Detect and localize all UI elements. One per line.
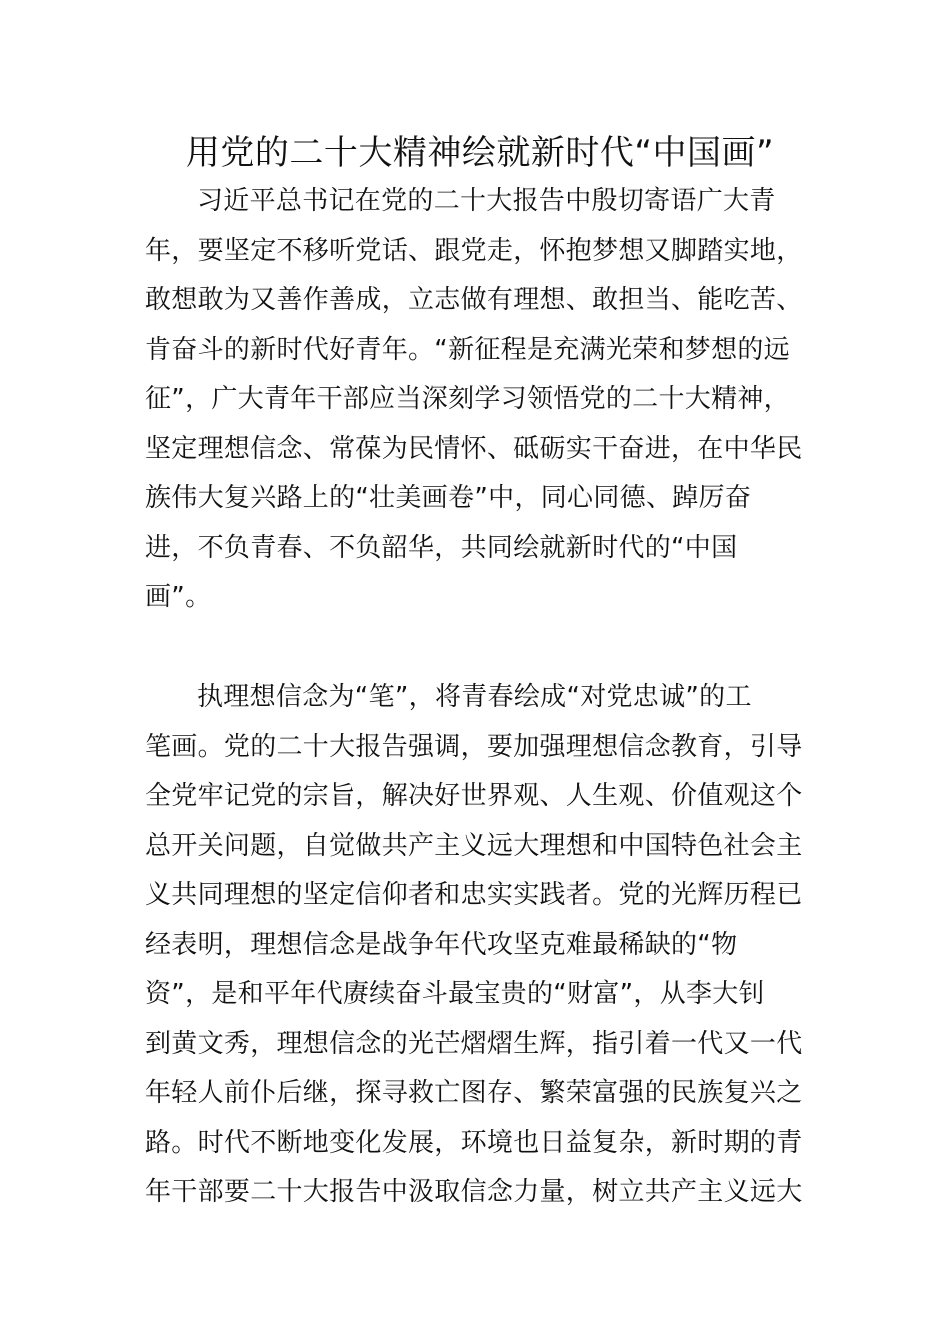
paragraph-line: 进，不负青春、不负韶华，共同绘就新时代的“中国 — [145, 532, 738, 563]
paragraph-line: 坚定理想信念、常葆为民情怀、砥砺实干奋进，在中华民 — [145, 433, 803, 464]
paragraph-line: 路。时代不断地变化发展，环境也日益复杂，新时期的青 — [145, 1127, 803, 1158]
paragraph-2 — [145, 673, 811, 1218]
paragraph-line: 画”。 — [145, 582, 212, 612]
paragraph-line: 征”，广大青年干部应当深刻学习领悟党的二十大精神， — [145, 384, 790, 414]
paragraph-line: 全党牢记党的宗旨，解决好世界观、人生观、价值观这个 — [145, 781, 803, 811]
paragraph-line: 年轻人前仆后继，探寻救亡图存、繁荣富强的民族复兴之 — [145, 1078, 803, 1108]
paragraph-line: 年，要坚定不移听党话、跟党走，怀抱梦想又脚踏实地， — [145, 235, 803, 266]
paragraph-line: 经表明，理想信念是战争年代攻坚克难最稀缺的“物 — [145, 929, 738, 960]
paragraph-line: 肯奋斗的新时代好青年。“新征程是充满光荣和梦想的远 — [145, 334, 790, 365]
paragraph-line: 执理想信念为“笔”，将青春绘成“对党忠诚”的工 — [197, 682, 752, 712]
paragraph-line: 总开关问题，自觉做共产主义远大理想和中国特色社会主 — [145, 830, 803, 861]
paragraph-line: 年干部要二十大报告中汲取信念力量，树立共产主义远大 — [145, 1177, 803, 1207]
paragraph-line: 到黄文秀，理想信念的光芒熠熠生辉，指引着一代又一代 — [145, 1028, 803, 1059]
paragraph-1 — [145, 177, 811, 623]
paragraph-line: 敢想敢为又善作善成，立志做有理想、敢担当、能吃苦、 — [145, 285, 803, 315]
paragraph-line: 习近平总书记在党的二十大报告中殷切寄语广大青 — [197, 186, 776, 216]
paragraph-line: 义共同理想的坚定信仰者和忠实实践者。党的光辉历程已 — [145, 880, 803, 910]
document-title: 用党的二十大精神绘就新时代“中国画” — [185, 133, 775, 173]
paragraph-line: 资”，是和平年代赓续奋斗最宝贵的“财富”，从李大钊 — [145, 979, 765, 1009]
paragraph-line: 笔画。党的二十大报告强调，要加强理想信念教育，引导 — [145, 731, 803, 762]
paragraph-line: 族伟大复兴路上的“壮美画卷”中，同心同德、踔厉奋 — [145, 483, 752, 513]
